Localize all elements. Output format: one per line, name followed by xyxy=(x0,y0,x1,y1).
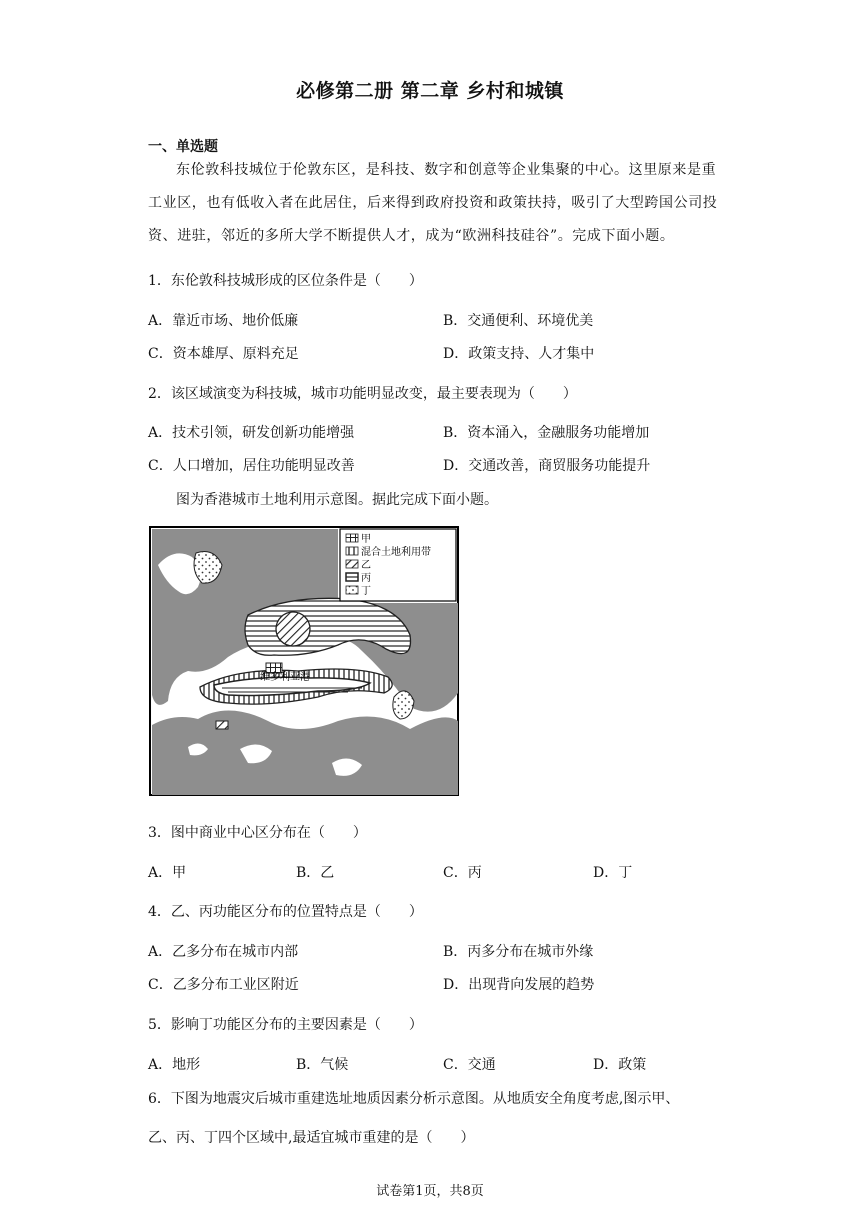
q5-option-a: A．地形 xyxy=(148,1057,201,1073)
legend-bing: 丙 xyxy=(361,573,371,584)
q3-option-c: C．丙 xyxy=(443,865,482,881)
legend-ding: 丁 xyxy=(361,586,371,597)
q4-option-b: B．丙多分布在城市外缘 xyxy=(443,944,594,960)
q5-option-b: B．气候 xyxy=(296,1057,349,1073)
section-heading: 一、单选题 xyxy=(148,139,218,155)
q3-option-d: D．丁 xyxy=(593,865,633,881)
zone-yi xyxy=(276,612,310,646)
question-2-stem: 2．该区域演变为科技城，城市功能明显改变，最主要表现为（ ） xyxy=(148,386,577,402)
q4-option-c: C．乙多分布工业区附近 xyxy=(148,977,299,993)
q2-option-d: D．交通改善，商贸服务功能提升 xyxy=(443,458,651,474)
passage-2: 图为香港城市土地利用示意图。据此完成下面小题。 xyxy=(176,492,498,508)
q3-option-b: B．乙 xyxy=(296,865,335,881)
legend-mixed: 混合土地利用带 xyxy=(361,547,431,558)
q1-option-d: D．政策支持、人才集中 xyxy=(443,346,595,362)
question-1-stem: 1．东伦敦科技城形成的区位条件是（ ） xyxy=(148,273,423,289)
page-footer: 试卷第1页，共8页 xyxy=(376,1184,484,1199)
q2-option-c: C．人口增加，居住功能明显改善 xyxy=(148,458,355,474)
q2-option-a: A．技术引领，研发创新功能增强 xyxy=(148,425,355,441)
hong-kong-land-use-map xyxy=(148,525,460,797)
q3-option-a: A．甲 xyxy=(148,865,187,881)
q4-option-a: A．乙多分布在城市内部 xyxy=(148,944,299,960)
passage-1: 东伦敦科技城位于伦敦东区，是科技、数字和创意等企业集聚的中心。这里原来是重工业区，也有低收入者在此居住，后来得到政府投资和政策扶持，吸引了大型跨国公司投资、进驻，邻近的多所大学不断提供人才，成为“欧洲科技硅谷”。完成下面小题。 xyxy=(148,162,718,244)
question-6-stem-line-2: 乙、丙、丁四个区域中,最适宜城市重建的是（ ） xyxy=(148,1130,475,1146)
q1-option-b: B．交通便利、环境优美 xyxy=(443,313,594,329)
q1-option-a: A．靠近市场、地价低廉 xyxy=(148,313,299,329)
question-5-stem: 5．影响丁功能区分布的主要因素是（ ） xyxy=(148,1017,423,1033)
victoria-harbour-label: 维多利亚港 xyxy=(260,672,310,683)
question-3-stem: 3．图中商业中心区分布在（ ） xyxy=(148,825,367,841)
question-6-stem-line-1: 6．下图为地震灾后城市重建选址地质因素分析示意图。从地质安全角度考虑,图示甲、 xyxy=(148,1091,680,1107)
q5-option-c: C．交通 xyxy=(443,1057,496,1073)
legend-yi: 乙 xyxy=(361,560,371,571)
question-4-stem: 4．乙、丙功能区分布的位置特点是（ ） xyxy=(148,904,423,920)
q5-option-d: D．政策 xyxy=(593,1057,647,1073)
page-title: 必修第二册 第二章 乡村和城镇 xyxy=(296,80,564,102)
q1-option-c: C．资本雄厚、原料充足 xyxy=(148,346,299,362)
legend-jia: 甲 xyxy=(361,534,371,545)
q4-option-d: D．出现背向发展的趋势 xyxy=(443,977,595,993)
q2-option-b: B．资本涌入，金融服务功能增加 xyxy=(443,425,650,441)
